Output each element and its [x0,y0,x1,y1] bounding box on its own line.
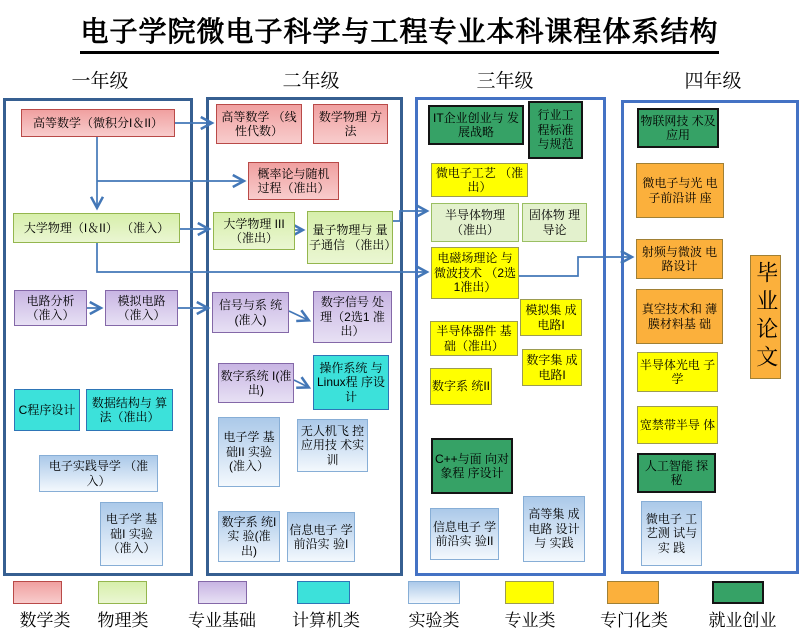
legend-label-physics: 物理类 [97,611,149,630]
course-box: 半导体器件 基础（准出） [430,321,518,356]
course-box: 电路分析 （准入） [14,290,87,326]
page-title [0,10,799,54]
legend-swatch-computer [297,581,350,604]
course-box: 微电子工艺 （准出） [431,163,528,197]
course-box: 人工智能 探秘 [637,453,716,493]
grade-header-2: 二年级 [282,71,340,92]
legend-label-lab: 实验类 [408,611,460,630]
legend-label-computer: 计算机类 [292,611,360,630]
course-box: 固体物 理导论 [522,203,587,242]
course-box: 模拟电路 （准入） [105,290,178,326]
course-box: 信息电子 学前沿实 验I [287,512,355,562]
course-box: 数字系 统I实 验(准出) [218,511,280,562]
grade-header-4: 四年级 [684,71,742,92]
course-box: C++与面 向对象程 序设计 [431,438,513,494]
legend-label-career: 就业创业 [708,611,777,630]
legend-swatch-math [13,581,62,604]
course-box: 信号与系 统(准入) [212,292,289,333]
legend-swatch-career [712,581,764,604]
course-box: 数学物理 方法 [313,104,388,144]
course-box: 真空技术和 薄膜材料基 础 [636,289,723,344]
course-box: 电磁场理论 与微波技术 （2选1准出） [431,247,519,299]
course-box: 数字集 成电路I [522,349,582,386]
course-box: C程序设计 [14,389,80,431]
course-box: 高等集 成电路 设计与 实践 [523,496,585,562]
course-box: 行业工 程标准 与规范 [528,101,583,159]
course-box: 微电子 工艺测 试与实 践 [641,501,702,566]
course-box: 电子实践导学 （准入） [39,455,158,492]
course-box: 数据结构与 算法（准出） [86,389,173,431]
course-box: 物联网技 术及应用 [637,108,719,148]
legend-label-specialized: 专门化类 [600,611,668,630]
course-box: 操作系统 与Linux程 序设计 [313,355,389,410]
legend-label-probase: 专业基础 [188,611,256,630]
legend-label-major: 专业类 [504,611,556,630]
course-box: 概率论与随机 过程（准出） [248,162,339,200]
legend-label-math: 数学类 [19,611,71,630]
grade-header-1: 一年级 [71,71,129,92]
legend-swatch-physics [98,581,147,604]
grade-column-1 [3,98,193,576]
course-box: 量子物理与 量子通信 （准出） [307,211,393,264]
course-box: 数字系 统II [430,368,492,405]
course-box: 大学物理（I＆II） （准入） [13,213,180,243]
course-box: 半导体物理 （准出） [431,203,519,242]
course-box: 半导体光电 子学 [637,352,718,392]
legend-swatch-probase [198,581,247,604]
course-box: 数字系统 I(准出) [218,363,294,403]
course-box: 高等数学 （线性代数） [216,104,302,144]
page-title-text: 电子学院微电子科学与工程专业本科课程体系结构 [80,10,718,54]
course-box: 电子学 基础I 实验 （准入） [100,502,163,566]
course-box: 宽禁带半导 体 [637,406,718,444]
course-box: 模拟集 成电路I [520,299,582,336]
legend-swatch-major [505,581,554,604]
course-box: 数字信号 处理（2选1 准出） [313,291,392,343]
course-box: 电子学 基础II 实验 (准入） [218,417,280,487]
course-box: 无人机飞 控应用技 术实训 [297,419,368,472]
grade-header-3: 三年级 [476,71,534,92]
course-box: 信息电子 学前沿实 验II [430,508,499,560]
course-box: 高等数学（微积分I＆II） [21,109,175,137]
course-box: 微电子与光 电子前沿讲 座 [636,163,724,218]
course-box: IT企业创业与 发展战略 [428,105,524,145]
legend-swatch-specialized [607,581,659,604]
graduation-thesis-box: 毕业论文 [750,255,781,379]
course-box: 大学物理 III（准出） [213,212,295,250]
course-box: 射频与微波 电路设计 [636,239,723,279]
legend-swatch-lab [408,581,460,604]
